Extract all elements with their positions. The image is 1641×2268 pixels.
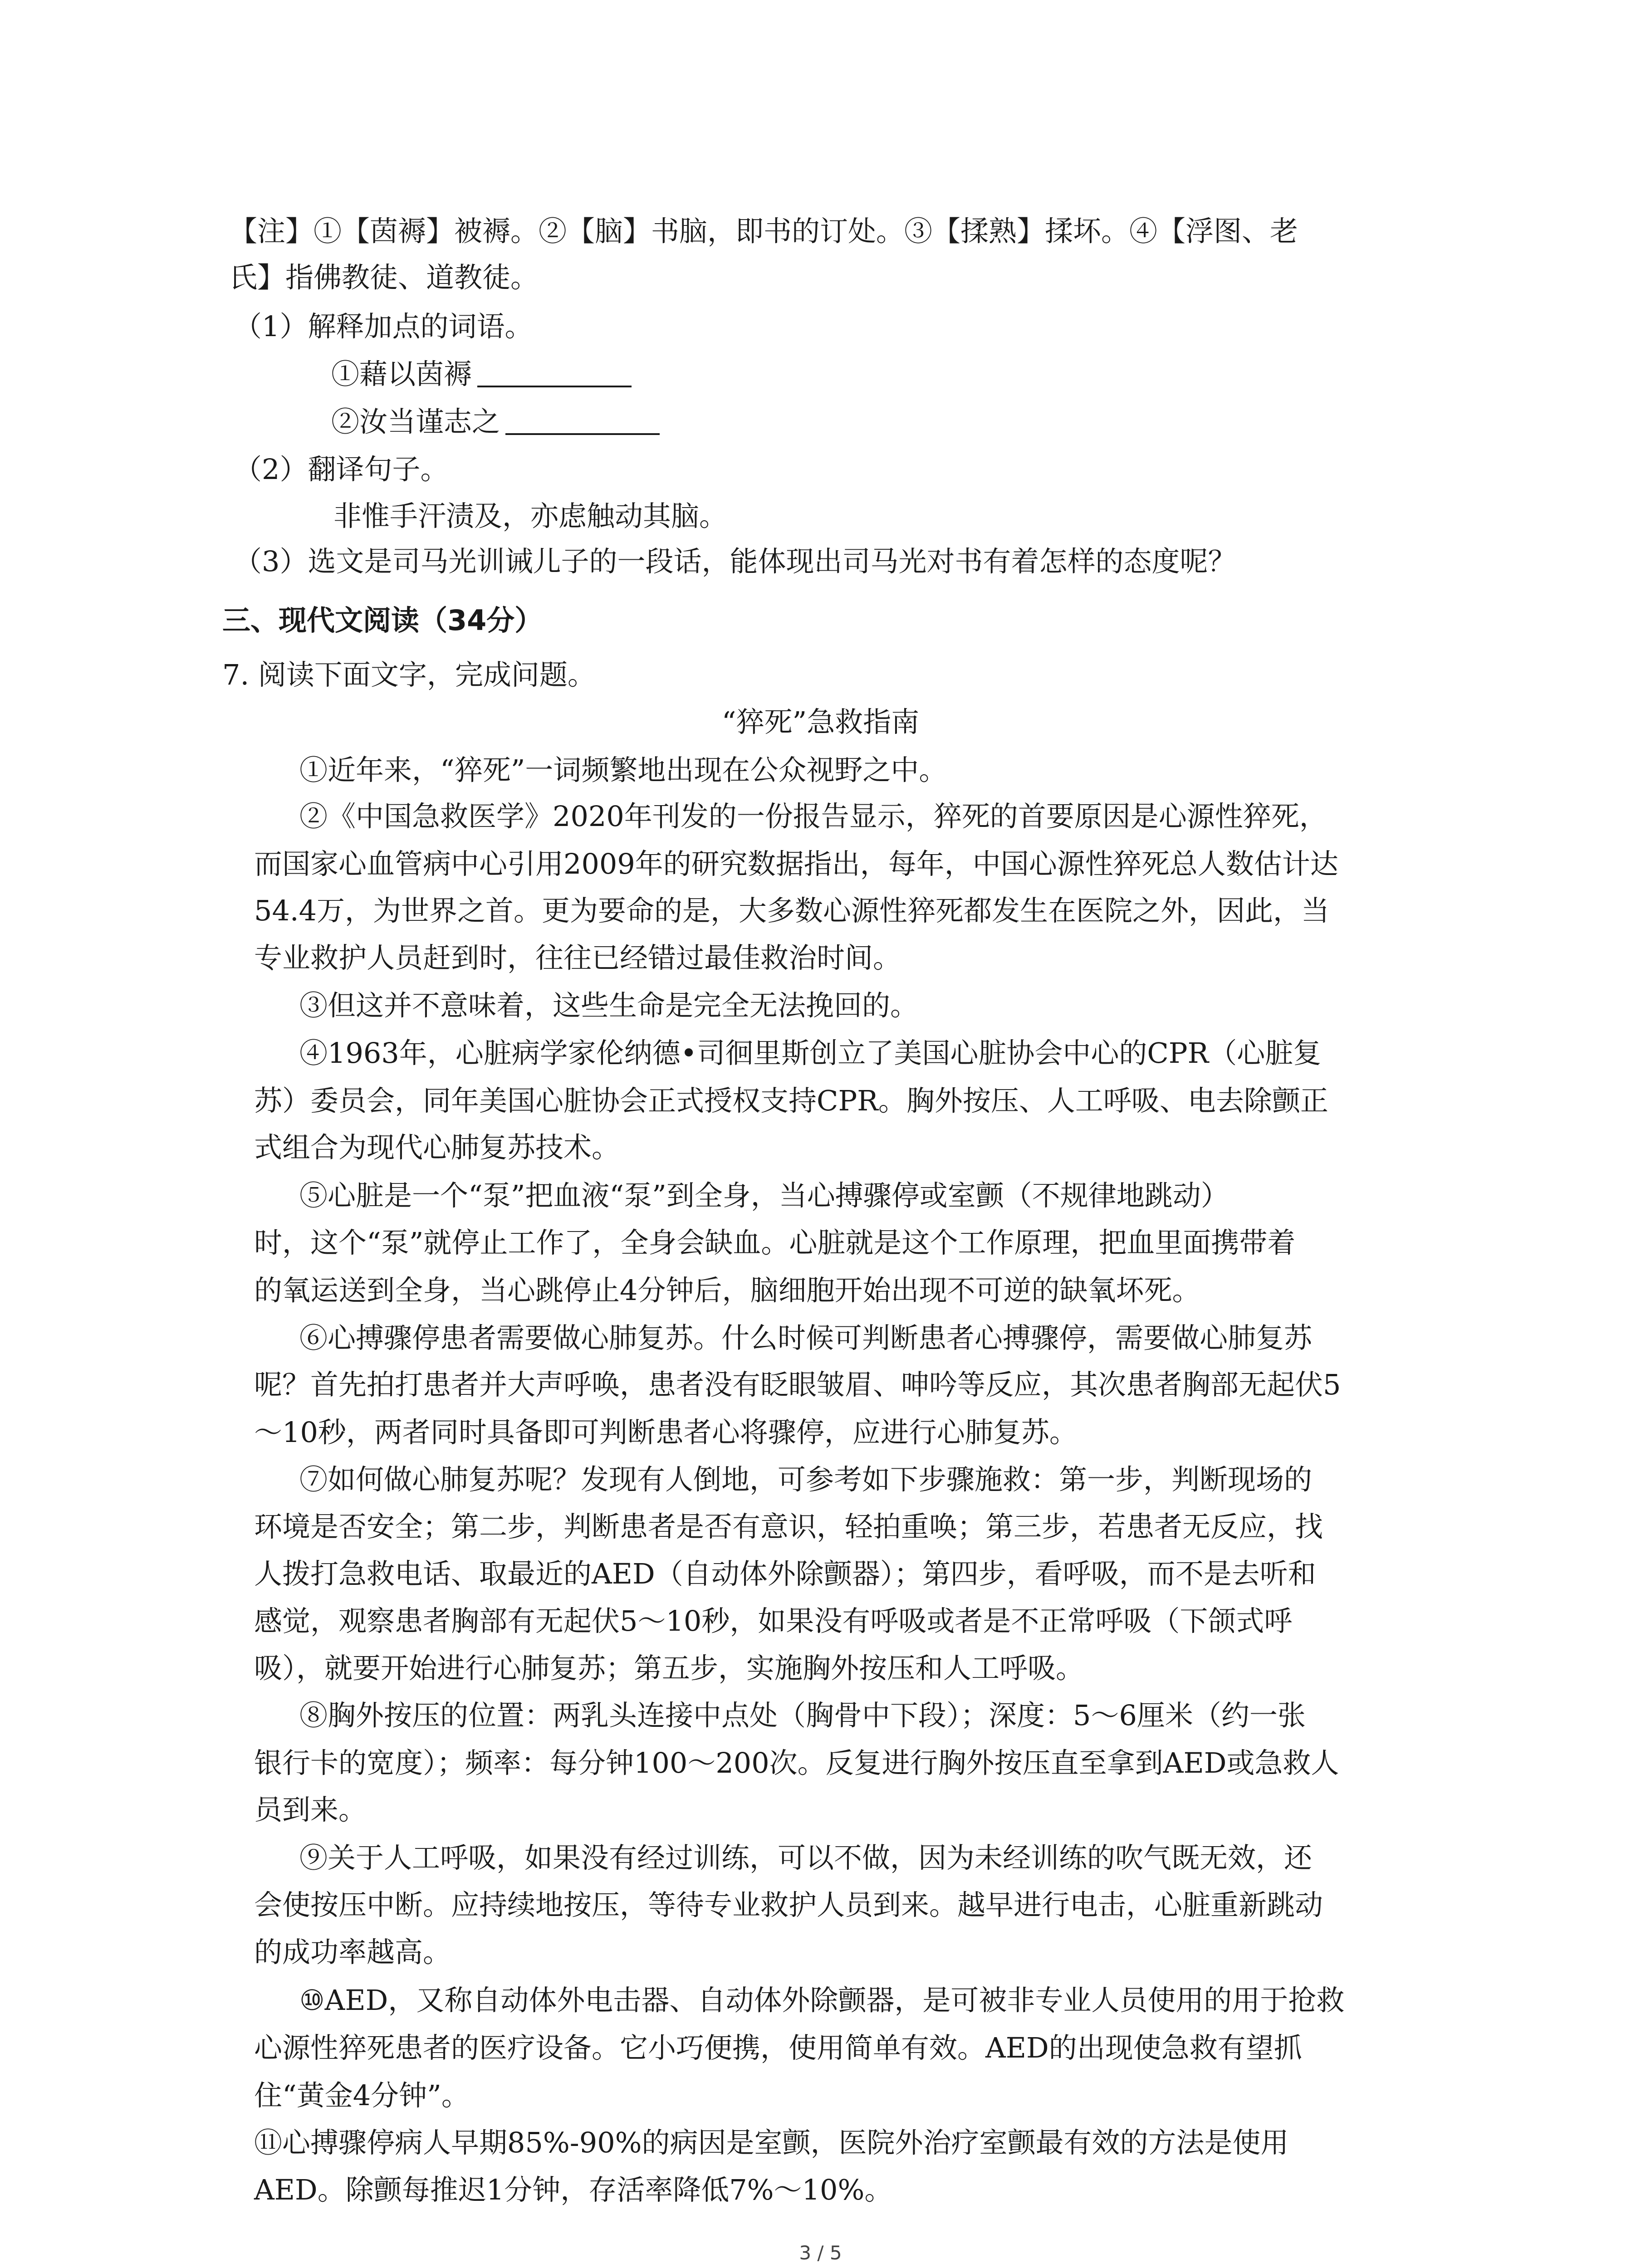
article-line: 住“黄金4分钟”。 (254, 2079, 470, 2112)
article-line: ⑥心搏骤停患者需要做心肺复苏。什么时候可判断患者心搏骤停，需要做心肺复苏 (299, 1321, 1313, 1354)
article-line: ③但这并不意味着，这些生命是完全无法挽回的。 (299, 989, 919, 1022)
section-heading: 三、现代文阅读（34分） (222, 604, 543, 637)
article-line: 人拨打急救电话、取最近的AED（自动体外除颤器）；第四步，看呼吸，而不是去听和 (254, 1557, 1316, 1590)
article-line: 感觉，观察患者胸部有无起伏5～10秒，如果没有呼吸或者是不正常呼吸（下颌式呼 (254, 1604, 1293, 1637)
note-line-1: 【注】①【茵褥】被褥。②【脑】书脑，即书的订处。③【揉熟】揉坏。④【浮图、老 (229, 215, 1298, 248)
article-line: AED。除颤每推迟1分钟，存活率降低7%～10%。 (254, 2173, 893, 2206)
question-7: 7. 阅读下面文字，完成问题。 (222, 658, 596, 691)
question-2-sentence: 非惟手汗渍及，亦虑触动其脑。 (333, 499, 728, 533)
article-line: 员到来。 (254, 1793, 367, 1826)
page-number: 3 / 5 (799, 2242, 842, 2264)
article-line: ⑪心搏骤停病人早期85%-90%的病因是室颤，医院外治疗室颤最有效的方法是使用 (254, 2126, 1289, 2159)
article-line: 会使按压中断。应持续地按压，等待专业救护人员到来。越早进行电击，心脏重新跳动 (254, 1888, 1323, 1921)
question-1-item-2 (331, 404, 660, 440)
question-1-item-1 (331, 356, 632, 392)
article-line: 呢？首先拍打患者并大声呼唤，患者没有眨眼皱眉、呻吟等反应，其次患者胸部无起伏5 (254, 1368, 1341, 1401)
article-line: 专业救护人员赶到时，往往已经错过最佳救治时间。 (254, 941, 901, 974)
answer-blank-2 (505, 433, 660, 435)
article-line: 吸），就要开始进行心肺复苏；第五步，实施胸外按压和人工呼吸。 (254, 1652, 1084, 1685)
article-line: ②《中国急救医学》2020年刊发的一份报告显示，猝死的首要原因是心源性猝死， (299, 800, 1327, 833)
article-line: 环境是否安全；第二步，判断患者是否有意识，轻拍重唤；第三步，若患者无反应，找 (254, 1510, 1323, 1543)
article-line: ④1963年，心脏病学家伦纳德•司徊里斯创立了美国心脏协会中心的CPR（心脏复 (299, 1036, 1322, 1070)
article-line: 式组合为现代心肺复苏技术。 (254, 1131, 620, 1164)
article-line: ⑩AED，又称自动体外电击器、自动体外除颤器，是可被非专业人员使用的用于抢救 (299, 1984, 1345, 2017)
article-line: 苏）委员会，同年美国心脏协会正式授权支持CPR。胸外按压、人工呼吸、电去除颤正 (254, 1084, 1328, 1117)
question-3-prompt: （3）选文是司马光训诫儿子的一段话，能体现出司马光对书有着怎样的态度呢？ (234, 545, 1236, 578)
article-line: 时，这个“泵”就停止工作了，全身会缺血。心脏就是这个工作原理，把血里面携带着 (254, 1226, 1296, 1259)
question-2-prompt: （2）翻译句子。 (234, 453, 449, 486)
article-line: 银行卡的宽度）；频率：每分钟100～200次。反复进行胸外按压直至拿到AED或急救人 (254, 1746, 1339, 1779)
article-title: “猝死”急救指南 (721, 705, 920, 738)
item-2-text: ②汝当谨志之 (331, 405, 500, 438)
article-line: ～10秒，两者同时具备即可判断患者心将骤停，应进行心肺复苏。 (254, 1416, 1078, 1449)
question-1-prompt: （1）解释加点的词语。 (234, 310, 533, 343)
article-line: 54.4万，为世界之首。更为要命的是，大多数心源性猝死都发生在医院之外，因此，当 (254, 894, 1330, 927)
article-line: 心源性猝死患者的医疗设备。它小巧便携，使用简单有效。AED的出现使急救有望抓 (254, 2031, 1302, 2064)
article-line: 而国家心血管病中心引用2009年的研究数据指出，每年，中国心源性猝死总人数估计达 (254, 847, 1338, 880)
answer-blank-1 (477, 386, 632, 387)
article-line: 的成功率越高。 (254, 1936, 451, 1969)
article-line: ①近年来，“猝死”一词频繁地出现在公众视野之中。 (299, 753, 947, 787)
article-line: ⑨关于人工呼吸，如果没有经过训练，可以不做，因为未经训练的吹气既无效，还 (299, 1841, 1313, 1874)
note-line-2: 氏】指佛教徒、道教徒。 (229, 261, 539, 294)
article-line: ⑤心脏是一个“泵”把血液“泵”到全身，当心搏骤停或室颤（不规律地跳动） (299, 1179, 1229, 1212)
item-1-text: ①藉以茵褥 (331, 357, 472, 391)
article-line: ⑧胸外按压的位置：两乳头连接中点处（胸骨中下段）；深度：5～6厘米（约一张 (299, 1699, 1306, 1732)
article-line: ⑦如何做心肺复苏呢？发现有人倒地，可参考如下步骤施救：第一步，判断现场的 (299, 1463, 1313, 1496)
article-line: 的氧运送到全身，当心跳停止4分钟后，脑细胞开始出现不可逆的缺氧坏死。 (254, 1274, 1200, 1307)
